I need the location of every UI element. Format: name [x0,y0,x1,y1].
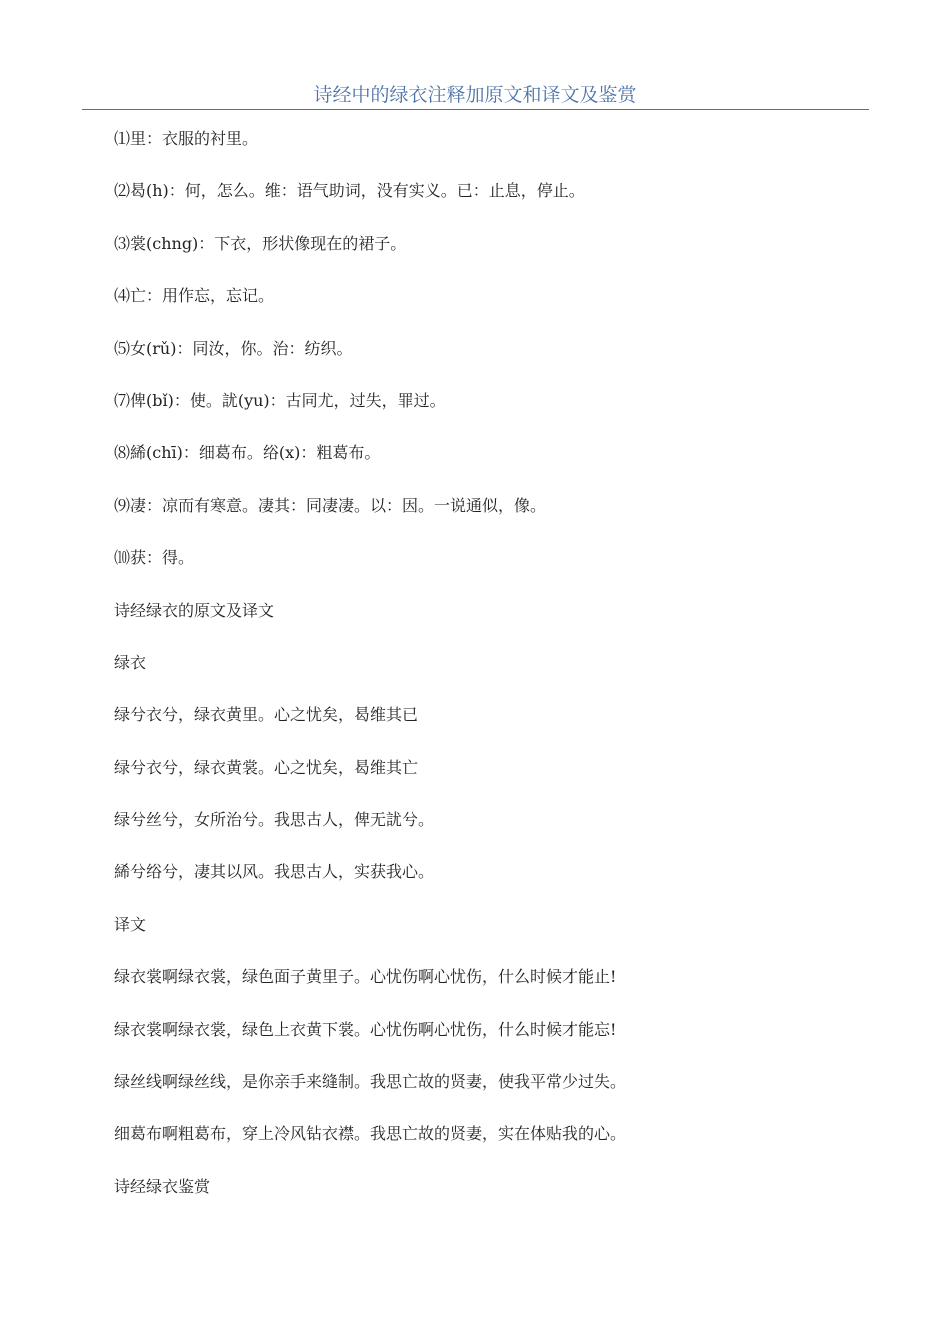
poem-line: 绿兮丝兮，女所治兮。我思古人，俾无訧兮。 [114,810,435,830]
note-2: ⑵曷(h)：何，怎么。维：语气助词，没有实义。已：止息，停止。 [114,181,585,201]
note-7: ⑺俾(bǐ)：使。訧(yu)：古同尤，过失，罪过。 [114,390,446,410]
note-3: ⑶裳(chng)：下衣，形状像现在的裙子。 [114,233,407,253]
translation-line: 绿衣裳啊绿衣裳，绿色上衣黄下裳。心忧伤啊心忧伤，什么时候才能忘! [114,1019,617,1039]
translation-line: 绿衣裳啊绿衣裳，绿色面子黄里子。心忧伤啊心忧伤，什么时候才能止! [114,967,617,987]
poem-title: 绿衣 [114,652,147,672]
appreciation-heading: 诗经绿衣鉴赏 [114,1176,211,1196]
poem-line: 绿兮衣兮，绿衣黄裳。心之忧矣，曷维其亡 [114,757,419,777]
poem-line: 绿兮衣兮，绿衣黄里。心之忧矣，曷维其已 [114,705,419,725]
translation-heading: 译文 [114,914,147,934]
original-section-heading: 诗经绿衣的原文及译文 [114,600,275,620]
translation-line: 绿丝线啊绿丝线，是你亲手来缝制。我思亡故的贤妻，使我平常少过失。 [114,1072,627,1092]
document-body [114,125,874,1225]
note-1: ⑴里：衣服的衬里。 [114,129,259,148]
note-8: ⑻絺(chī)：细葛布。绤(x)：粗葛布。 [114,443,381,463]
header-divider [82,109,869,110]
page-header-title: 诗经中的绿衣注释加原文和译文及鉴赏 [313,84,637,106]
note-10: ⑽获：得。 [114,548,195,568]
poem-line: 絺兮绤兮，凄其以风。我思古人，实获我心。 [114,862,435,882]
translation-line: 细葛布啊粗葛布，穿上冷风钻衣襟。我思亡故的贤妻，实在体贴我的心。 [114,1124,627,1144]
note-4: ⑷亡：用作忘，忘记。 [114,286,275,306]
note-9: ⑼凄：凉而有寒意。凄其：同凄凄。以：因。一说通似，像。 [114,495,547,515]
note-5: ⑸女(rǔ)：同汝，你。治：纺织。 [114,338,353,358]
